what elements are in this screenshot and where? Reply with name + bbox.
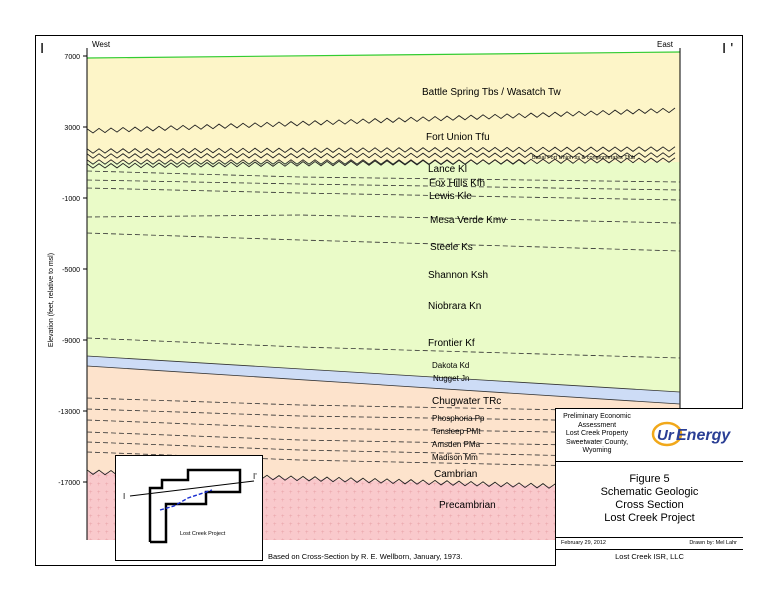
formation-label-lance: Lance Kl	[428, 164, 467, 175]
formation-label-fox-hills: Fox Hills Kfh	[429, 178, 486, 189]
ur-energy-logo	[638, 409, 743, 461]
formation-label-niobrara: Niobrara Kn	[428, 301, 482, 312]
title-block	[555, 408, 743, 566]
report-line: Lost Creek Property	[565, 430, 629, 437]
figure-title	[556, 462, 743, 542]
section-line	[130, 481, 254, 496]
y-tick-label: 3000	[64, 125, 80, 132]
formation-label-steele: Steele Ks	[430, 242, 473, 253]
section-label-left: I	[40, 40, 45, 57]
y-tick-label: -17000	[58, 480, 80, 487]
formation-label-chugwater: Chugwater TRc	[432, 396, 502, 407]
formation-label-precambrian: Precambrian	[439, 500, 496, 511]
formation-label-basal-fort-union: Basal Fort Union ss & conglomerates Tfub	[532, 155, 636, 161]
formation-label-nugget: Nugget Jn	[433, 374, 470, 383]
company-name: Lost Creek ISR, LLC	[615, 552, 684, 561]
band-tertiary	[87, 52, 680, 162]
drawn-by: Drawn by: Mel Lahr	[689, 540, 737, 546]
formation-label-lewis: Lewis Kle	[429, 191, 472, 202]
formation-label-phosphoria: Phosphoria Pp	[432, 414, 485, 423]
y-tick-label: 7000	[64, 54, 80, 61]
report-line: Assessment	[577, 421, 617, 429]
figure-date: February 29, 2012	[561, 540, 606, 546]
report-line: Preliminary Economic	[563, 413, 631, 420]
band-cretaceous	[87, 162, 680, 392]
y-tick-label: -1000	[62, 196, 80, 203]
formation-label-tensleep: Tensleep PMt	[432, 427, 481, 436]
figure-title-line: Schematic Geologic	[600, 486, 699, 498]
figure-title-line: Lost Creek Project	[604, 512, 695, 524]
y-tick-label: -5000	[62, 267, 80, 274]
source-credit: Based on Cross-Section by R. E. Wellborn, January, 1973.	[268, 552, 463, 561]
formation-label-shannon: Shannon Ksh	[428, 270, 489, 281]
inset-start-label: I	[123, 492, 126, 501]
mineralized-trend	[160, 490, 212, 510]
report-line: Sweetwater County,	[565, 438, 629, 446]
formation-label-dakota: Dakota Kd	[432, 361, 470, 370]
report-info	[556, 409, 638, 461]
inset-end-label: I'	[253, 472, 257, 481]
formation-label-fort-union: Fort Union Tfu	[426, 132, 490, 143]
y-tick-label: -13000	[58, 409, 80, 416]
y-axis-label: Elevation (feet, relative to msl)	[48, 252, 55, 348]
formation-label-cambrian: Cambrian	[434, 469, 478, 480]
formation-label-frontier: Frontier Kf	[428, 338, 475, 349]
east-label: East	[657, 40, 674, 49]
west-label: West	[92, 40, 111, 49]
logo-text: Energy	[675, 427, 730, 444]
formation-label-amsden: Amsden PMa	[432, 440, 481, 449]
inset-svg	[116, 456, 262, 560]
formation-label-battle-spring: Battle Spring Tbs / Wasatch Tw	[422, 87, 561, 98]
logo-svg	[641, 415, 741, 455]
logo-mark: Ur	[656, 427, 674, 444]
section-label-right: I '	[722, 40, 734, 57]
y-axis-ticks	[83, 56, 87, 482]
figure-title-line: Cross Section	[615, 499, 684, 511]
formation-label-mesa-verde: Mesa Verde Kmv	[430, 215, 507, 226]
location-inset-map	[115, 455, 263, 561]
figure-number: Figure 5	[629, 473, 670, 485]
inset-project-label: Lost Creek Project	[180, 531, 226, 537]
report-line: Wyoming	[582, 447, 612, 454]
formation-label-madison: Madison Mm	[432, 453, 478, 462]
y-tick-label: -9000	[62, 338, 80, 345]
